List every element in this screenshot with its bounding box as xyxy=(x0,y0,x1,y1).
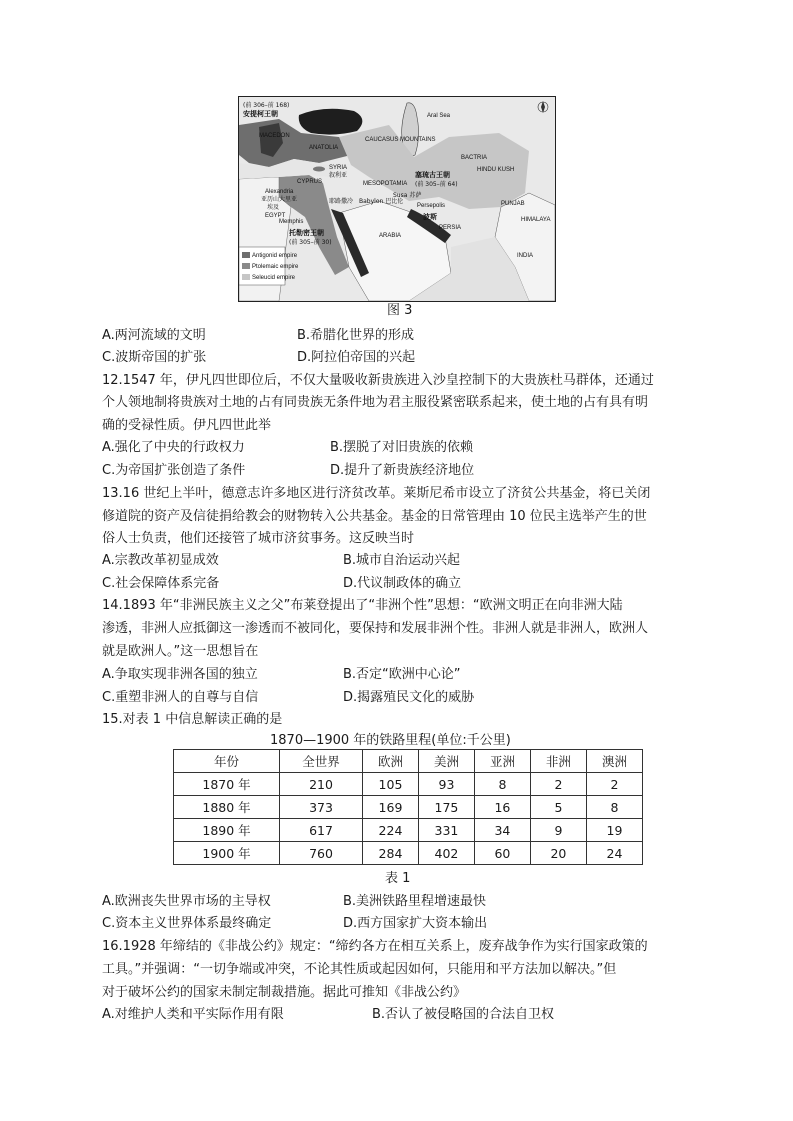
q14-option-a: A.争取实现非洲各国的独立 xyxy=(102,667,258,682)
table-cell: 210 xyxy=(280,773,363,796)
map-figure xyxy=(238,96,556,302)
q14-stem-line-3: 就是欧洲人。”这一思想旨在 xyxy=(102,644,259,659)
table-row xyxy=(174,842,643,865)
table-cell: 1890 年 xyxy=(174,819,280,842)
anatolia-label: ANATOLIA xyxy=(309,145,339,151)
mesopotamia-label: MESOPOTAMIA xyxy=(363,181,408,187)
q16-option-a: A.对维护人类和平实际作用有限 xyxy=(102,1007,284,1022)
susa-label: Susa 苏萨 xyxy=(393,192,422,199)
q13-stem-line-3: 俗人士负责，他们还接管了城市济贫事务。这反映当时 xyxy=(102,531,415,546)
syria-label: SYRIA xyxy=(329,165,348,171)
q14-option-c: C.重塑非洲人的自尊与自信 xyxy=(102,690,259,705)
table-header-cell: 亚洲 xyxy=(474,750,530,773)
table-cell: 20 xyxy=(530,842,586,865)
table-cell: 1870 年 xyxy=(174,773,280,796)
table-cell: 2 xyxy=(586,773,642,796)
q11-option-b: B.希腊化世界的形成 xyxy=(297,328,415,343)
table-header-cell: 欧洲 xyxy=(362,750,418,773)
q11-option-c: C.波斯帝国的扩张 xyxy=(102,350,207,365)
legend-antigonid: Antigonid empire xyxy=(252,253,298,259)
macedon-label: MACEDON xyxy=(259,133,290,139)
table-cell: 5 xyxy=(530,796,586,819)
table-cell: 284 xyxy=(362,842,418,865)
seleucid-years-label: (前 305–前 64) xyxy=(415,181,458,188)
table-cell: 175 xyxy=(418,796,474,819)
table-cell: 2 xyxy=(530,773,586,796)
q15-option-b: B.美洲铁路里程增速最快 xyxy=(343,894,487,909)
q11-option-d: D.阿拉伯帝国的兴起 xyxy=(297,350,416,365)
legend-swatch-ptolemaic xyxy=(242,263,250,269)
aral-label: Aral Sea xyxy=(427,113,451,119)
q13-option-b: B.城市自治运动兴起 xyxy=(343,553,461,568)
table-row xyxy=(174,796,643,819)
q16-option-b: B.否认了被侵略国的合法自卫权 xyxy=(372,1007,555,1022)
table-cell: 8 xyxy=(586,796,642,819)
legend-swatch-seleucid xyxy=(242,274,250,280)
table-cell: 1900 年 xyxy=(174,842,280,865)
q12-option-c: C.为帝国扩张创造了条件 xyxy=(102,463,246,478)
arabia-label: ARABIA xyxy=(379,233,402,239)
table-header-row xyxy=(174,750,643,773)
q12-option-d: D.提升了新贵族经济地位 xyxy=(330,463,475,478)
q11-option-a: A.两河流域的文明 xyxy=(102,328,206,343)
antigonid-name-label: 安提柯王朝 xyxy=(243,110,278,118)
legend-ptolemaic: Ptolemaic empire xyxy=(252,264,299,270)
antigonid-years-label: (前 306–前 168) xyxy=(243,102,290,109)
table-cell: 16 xyxy=(474,796,530,819)
egypt-label: EGYPT xyxy=(265,213,286,219)
q14-option-b: B.否定“欧洲中心论” xyxy=(343,667,461,682)
table-cell: 373 xyxy=(280,796,363,819)
q12-stem-line-2: 个人领地制将贵族对土地的占有同贵族无条件地为君主服役紧密联系起来，使土地的占有具有明 xyxy=(102,395,649,410)
persia-label: PERSIA xyxy=(439,225,462,231)
q14-stem-line-2: 渗透，非洲人应抵御这一渗透而不被同化，要保持和发展非洲个性。非洲人就是非洲人，欧洲人 xyxy=(102,621,649,636)
table-row xyxy=(174,773,643,796)
legend-swatch-antigonid xyxy=(242,252,250,258)
caucasus-label: CAUCASUS MOUNTAINS xyxy=(365,137,436,143)
q15-option-d: D.西方国家扩大资本输出 xyxy=(343,916,488,931)
table-header-cell: 非洲 xyxy=(530,750,586,773)
q15-option-a: A.欧洲丧失世界市场的主导权 xyxy=(102,894,271,909)
memphis-label: Memphis xyxy=(279,219,304,225)
q13-option-c: C.社会保障体系完备 xyxy=(102,576,220,591)
punjab-label: PUNJAB xyxy=(501,201,525,207)
hindu-kush-label: HINDU KUSH xyxy=(477,167,515,173)
legend-seleucid: Seleucid empire xyxy=(252,275,296,281)
q14-option-d: D.揭露殖民文化的威胁 xyxy=(343,690,475,705)
alexandria-label: Alexandria xyxy=(265,189,294,195)
table-caption: 表 1 xyxy=(385,871,411,886)
q15-stem: 15.对表 1 中信息解读正确的是 xyxy=(102,712,283,727)
cyprus-island xyxy=(313,167,325,172)
syria-cn-label: 叙利亚 xyxy=(329,172,348,179)
ptolemaic-years-label: (前 305–前 30) xyxy=(289,239,332,246)
egypt-cn-label: 埃及 xyxy=(267,204,280,211)
table-cell: 34 xyxy=(474,819,530,842)
persia-cn-label: 波斯 xyxy=(423,213,437,221)
hellenistic-map xyxy=(239,97,555,301)
babylon-label: Babylon 巴比伦 xyxy=(359,198,404,205)
railway-table xyxy=(173,749,643,865)
himalaya-label: HIMALAYA xyxy=(521,217,551,223)
table-cell: 8 xyxy=(474,773,530,796)
table-cell: 24 xyxy=(586,842,642,865)
figure-caption: 图 3 xyxy=(387,303,413,318)
black-sea xyxy=(299,109,363,135)
table-title: 1870—1900 年的铁路里程(单位:千公里) xyxy=(270,733,511,748)
table-cell: 19 xyxy=(586,819,642,842)
q13-stem-line-1: 13.16 世纪上半叶，德意志许多地区进行济贫改革。莱斯尼希市设立了济贫公共基金，将已关闭 xyxy=(102,486,651,501)
table-cell: 169 xyxy=(362,796,418,819)
table-row xyxy=(174,819,643,842)
q16-stem-line-2: 工具。”并强调：“一切争端或冲突，不论其性质或起因如何，只能用和平方法加以解决。”但 xyxy=(102,962,617,977)
table-cell: 60 xyxy=(474,842,530,865)
table-header-cell: 年份 xyxy=(174,750,280,773)
table-header-cell: 美洲 xyxy=(418,750,474,773)
seleucid-name-label: 塞琉古王朝 xyxy=(415,171,450,179)
q12-stem-line-1: 12.1547 年，伊凡四世即位后，不仅大量吸收新贵族进入沙皇控制下的大贵族杜马群体，还通过 xyxy=(102,373,654,388)
ptolemaic-name-label: 托勒密王朝 xyxy=(289,229,324,237)
table-cell: 105 xyxy=(362,773,418,796)
q13-option-d: D.代议制政体的确立 xyxy=(343,576,462,591)
table-cell: 224 xyxy=(362,819,418,842)
q13-stem-line-2: 修道院的资产及信徒捐给教会的财物转入公共基金。基金的日常管理由 10 位民主选举产生的世 xyxy=(102,509,647,524)
alexandria-cn-label: 亚历山大里亚 xyxy=(261,196,298,203)
q16-stem-line-3: 对于破坏公约的国家未制定制裁措施。据此可推知《非战公约》 xyxy=(102,985,467,1000)
q14-stem-line-1: 14.1893 年“非洲民族主义之父”布莱登提出了“非洲个性”思想：“欧洲文明正在向非洲大陆 xyxy=(102,598,623,613)
table-header-cell: 澳洲 xyxy=(586,750,642,773)
table-cell: 93 xyxy=(418,773,474,796)
cyprus-label: CYPRUS xyxy=(297,179,323,185)
persepolis-label: Persepolis xyxy=(417,203,446,209)
table-cell: 760 xyxy=(280,842,363,865)
jerusalem-label: 耶路撒冷 xyxy=(329,198,354,205)
table-cell: 331 xyxy=(418,819,474,842)
q15-option-c: C.资本主义世界体系最终确定 xyxy=(102,916,272,931)
table-cell: 402 xyxy=(418,842,474,865)
q12-stem-line-3: 确的受禄性质。伊凡四世此举 xyxy=(102,418,272,433)
q13-option-a: A.宗教改革初显成效 xyxy=(102,553,219,568)
table-header-cell: 全世界 xyxy=(280,750,363,773)
table-cell: 1880 年 xyxy=(174,796,280,819)
q12-option-b: B.摆脱了对旧贵族的依赖 xyxy=(330,440,474,455)
bactria-label: BACTRIA xyxy=(461,155,488,161)
india-label: INDIA xyxy=(517,253,534,259)
table-cell: 9 xyxy=(530,819,586,842)
q16-stem-line-1: 16.1928 年缔结的《非战公约》规定：“缔约各方在相互关系上，废弃战争作为实行国家政策的 xyxy=(102,939,648,954)
table-cell: 617 xyxy=(280,819,363,842)
q12-option-a: A.强化了中央的行政权力 xyxy=(102,440,245,455)
